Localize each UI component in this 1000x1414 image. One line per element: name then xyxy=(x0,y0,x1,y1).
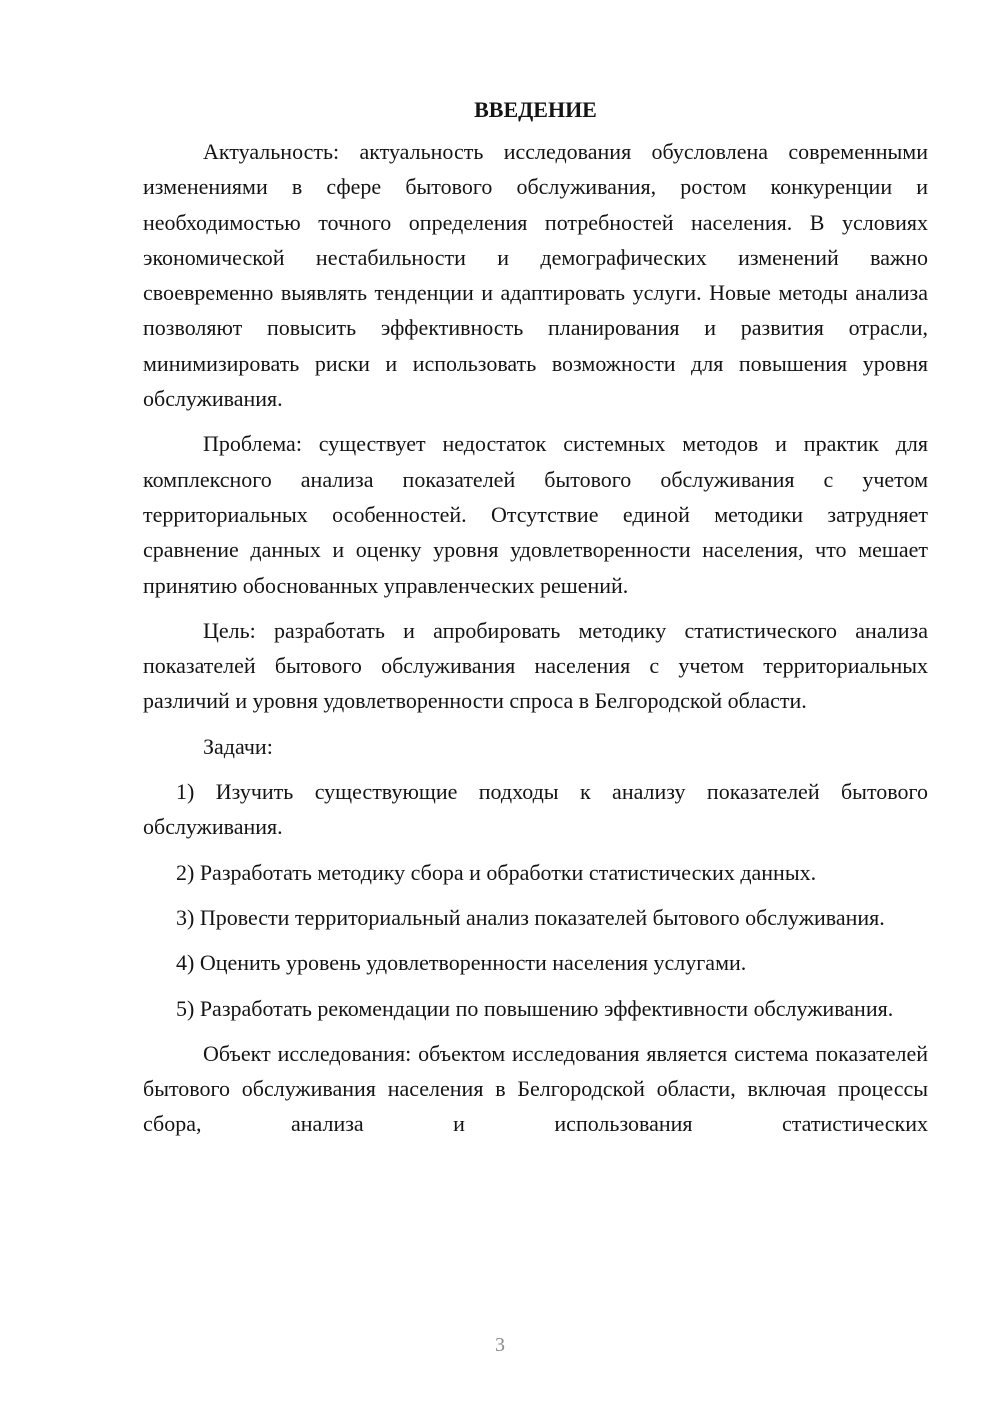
task-item-4: 4) Оценить уровень удовлетворенности населения услугами. xyxy=(176,950,747,976)
paragraph-problem: Проблема: существует недостаток системных методов и практик для комплексного анализа показателей бытового обслуживания с учетом территориальных особенностей. Отсутствие единой методики затрудняет сравнение данных и оценку уровня удовлетворенности населения, что мешает принятию обоснованных управленческих решений. xyxy=(143,431,928,598)
task-item-1: 1) Изучить существующие подходы к анализу показателей бытового обслуживания. xyxy=(143,779,928,840)
task-item-5: 5) Разработать рекомендации по повышению эффективности обслуживания. xyxy=(176,995,894,1021)
paragraph-goal: Цель: разработать и апробировать методику статистического анализа показателей бытового обслуживания населения с учетом территориальных различий и уровня удовлетворенности спроса в Белгородской области. xyxy=(143,617,928,714)
paragraph-object: Объект исследования: объектом исследования является система показателей бытового обслуживания населения в Белгородской области, включая процессы сбора, анализа и использования статистических xyxy=(143,1040,928,1137)
paragraph-relevance: Актуальность: актуальность исследования обусловлена современными изменениями в сфере бытового обслуживания, ростом конкуренции и необходимостью точного определения потребностей населения. В условиях экономической нестабильности и демографических изменений важно своевременно выявлять тенденции и адаптировать услуги. Новые методы анализа позволяют повысить эффективность планирования и развития отрасли, минимизировать риски и использовать возможности для повышения уровня обслуживания. xyxy=(143,139,928,412)
page-number: 3 xyxy=(495,1334,505,1356)
task-item-3: 3) Провести территориальный анализ показателей бытового обслуживания. xyxy=(176,904,885,930)
page-title: ВВЕДЕНИЕ xyxy=(474,97,597,122)
paragraph-tasks-heading: Задачи: xyxy=(203,733,273,759)
document-page xyxy=(143,92,928,1142)
task-item-2: 2) Разработать методику сбора и обработки статистических данных. xyxy=(176,859,817,885)
